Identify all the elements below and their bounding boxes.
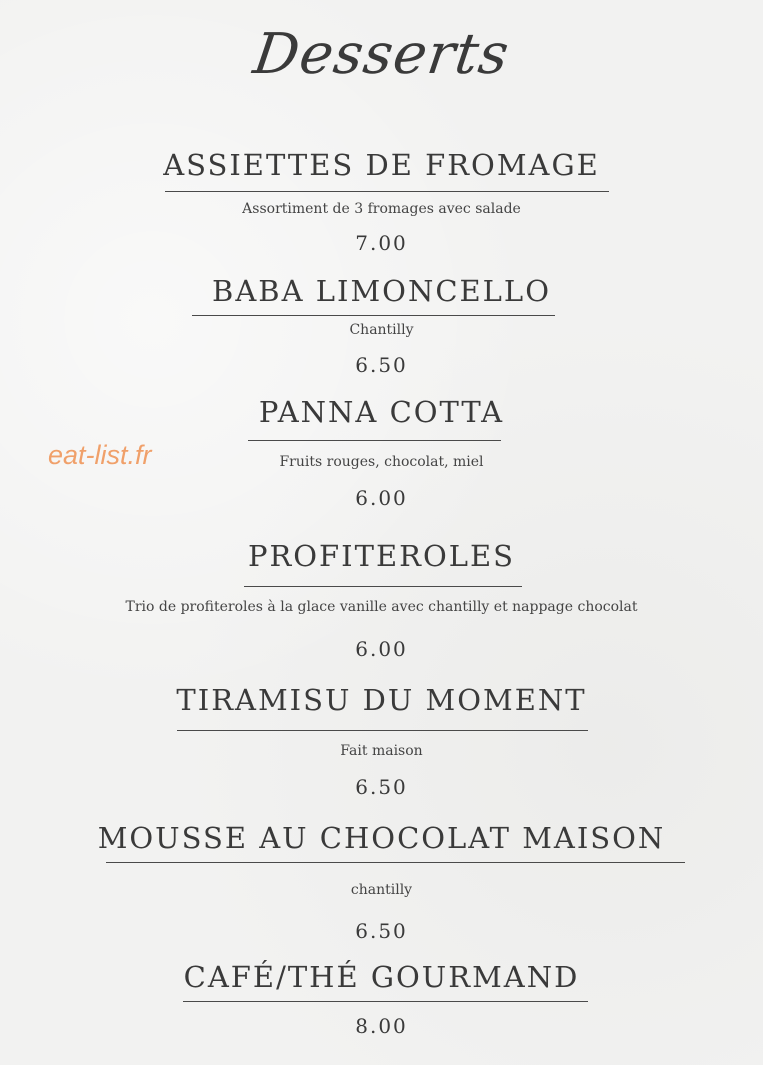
item-name-profiteroles: PROFITEROLES xyxy=(247,539,516,573)
item-price: 6.50 xyxy=(355,919,408,943)
item-name-panna-cotta: PANNA COTTA xyxy=(258,395,505,429)
item-name-baba-limoncello: BABA LIMONCELLO xyxy=(212,274,551,308)
item-description: Assortiment de 3 fromages avec salade xyxy=(242,201,521,217)
item-price: 6.00 xyxy=(355,486,408,510)
item-name-assiettes-de-fromage: ASSIETTES DE FROMAGE xyxy=(163,148,600,182)
item-description: Chantilly xyxy=(349,322,414,338)
item-description: Fruits rouges, chocolat, miel xyxy=(279,454,484,470)
item-description: chantilly xyxy=(350,882,413,898)
item-name-tiramisu-du-moment: TIRAMISU DU MOMENT xyxy=(176,683,587,717)
item-divider xyxy=(177,730,588,731)
item-price: 6.50 xyxy=(355,775,408,799)
menu-title: Desserts xyxy=(249,22,514,87)
item-divider xyxy=(248,440,501,441)
site-watermark: eat-list.fr xyxy=(48,440,152,470)
item-divider xyxy=(165,191,609,192)
item-price: 6.00 xyxy=(355,637,408,661)
item-divider xyxy=(106,862,685,863)
item-price: 6.50 xyxy=(355,353,408,377)
item-name-cafe-the-gourmand: CAFÉ/THÉ GOURMAND xyxy=(183,960,580,994)
item-price: 7.00 xyxy=(355,231,408,255)
item-divider xyxy=(183,1001,588,1002)
item-divider xyxy=(244,586,522,587)
item-name-mousse-au-chocolat-maison: MOUSSE AU CHOCOLAT MAISON xyxy=(97,821,666,855)
item-description: Trio de profiteroles à la glace vanille avec chantilly et nappage chocolat xyxy=(125,599,638,615)
item-price: 8.00 xyxy=(355,1014,408,1038)
item-divider xyxy=(192,315,555,316)
item-description: Fait maison xyxy=(340,743,423,759)
